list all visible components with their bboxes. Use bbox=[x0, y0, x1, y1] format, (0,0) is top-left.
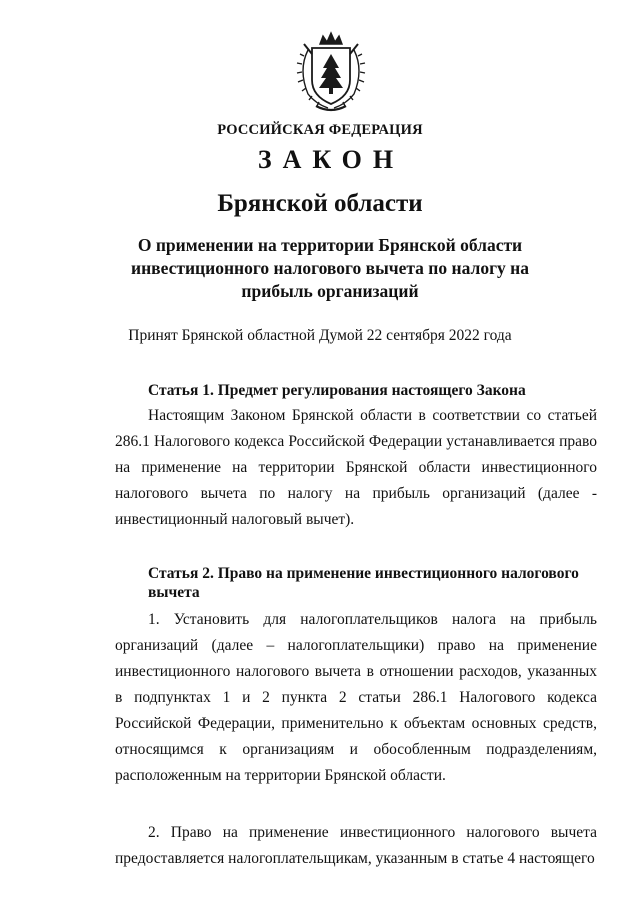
article-2-paragraph-1: 1. Установить для налогоплательщиков налога на прибыль организаций (далее – налогоплательщики) право на применение инвестиционного налогового вычета в отношении расходов, указанных в подпунктах 1 и 2 пункта 2 статьи 286.1 Налогового кодекса Российской Федерации, применительно к объектам основных средств, относящимся к организациям и обособленным подразделениям, расположенным на территории Брянской области. bbox=[115, 611, 597, 784]
document-type-title: ЗАКОН bbox=[257, 145, 405, 174]
law-subject: О применении на территории Брянской области инвестиционного налогового вычета по налогу на прибыль организаций bbox=[131, 235, 529, 301]
article-2-title: Статья 2. Право на применение инвестиционного налогового вычета bbox=[148, 565, 579, 601]
adoption-note: Принят Брянской областной Думой 22 сентября 2022 года bbox=[128, 327, 512, 344]
article-1-paragraph-1: Настоящим Законом Брянской области в соответствии со статьей 286.1 Налогового кодекса Российской Федерации устанавливается право на применение на территории Брянской области инвестиционного налогового вычета по налогу на прибыль организаций (далее - инвестиционный налоговый вычет). bbox=[115, 407, 597, 528]
federation-label: РОССИЙСКАЯ ФЕДЕРАЦИЯ bbox=[217, 122, 423, 138]
article-1-title: Статья 1. Предмет регулирования настоящего Закона bbox=[148, 382, 526, 399]
article-2-paragraph-2: 2. Право на применение инвестиционного налогового вычета предоставляется налогоплательщикам, указанным в статье 4 настоящего bbox=[115, 824, 597, 867]
region-title: Брянской области bbox=[217, 190, 423, 217]
coat-of-arms-icon bbox=[290, 30, 372, 116]
